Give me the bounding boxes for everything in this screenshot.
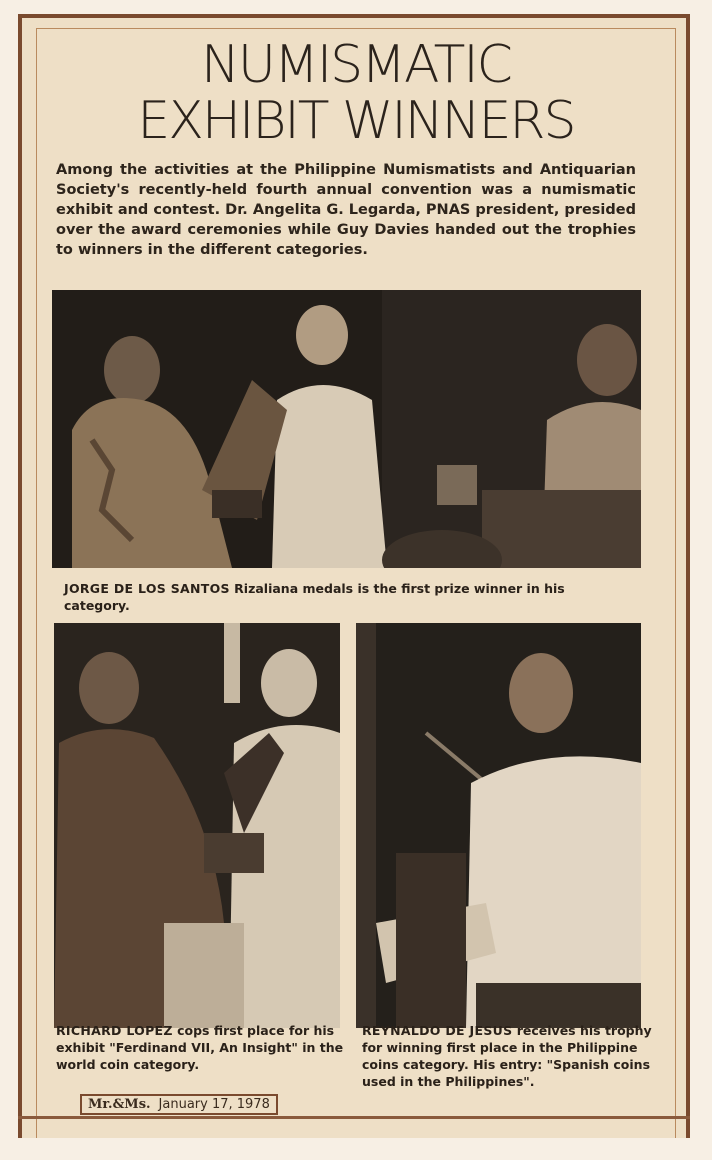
caption-3-name: REYNALDO DE JESUS <box>362 1023 513 1038</box>
headline-line-2: EXHIBIT WINNERS <box>137 91 575 151</box>
magazine-name: Mr.&Ms. <box>88 1097 151 1112</box>
caption-photo-1 <box>64 580 634 614</box>
photo-trophy-presentation-3 <box>356 623 641 1028</box>
caption-2-text: cops first place for his exhibit "Ferdinand VII, An Insight" in the world coin category. <box>56 1023 344 1072</box>
lede-paragraph: Among the activities at the Philippine Numismatists and Antiquarian Society's recently-held fourth annual convention was a numismatic exhibit and contest. Dr. Angelita G. Legarda, PNAS president, presided over the award ceremonies while Guy Davies handed out the trophies to winners in the different categories. <box>56 162 636 258</box>
bottom-border <box>18 1116 690 1119</box>
publication-stamp <box>80 1094 278 1115</box>
caption-photo-2 <box>56 1022 346 1073</box>
caption-2-name: RICHARD LOPEZ <box>56 1023 173 1038</box>
caption-3-text: receives his trophy for winning first place in the Philippine coins category. His entry: "Spanish coins used in the Philippines". <box>362 1023 652 1089</box>
caption-photo-3 <box>362 1022 652 1090</box>
caption-1-text: Rizaliana medals is the first prize winner in his category. <box>64 581 565 613</box>
headline-line-1: NUMISMATIC <box>201 35 511 95</box>
caption-1-name: JORGE DE LOS SANTOS <box>64 581 230 596</box>
photo-trophy-presentation-1 <box>52 290 641 568</box>
publication-date: January 17, 1978 <box>158 1097 270 1112</box>
photo-trophy-presentation-2 <box>54 623 340 1028</box>
